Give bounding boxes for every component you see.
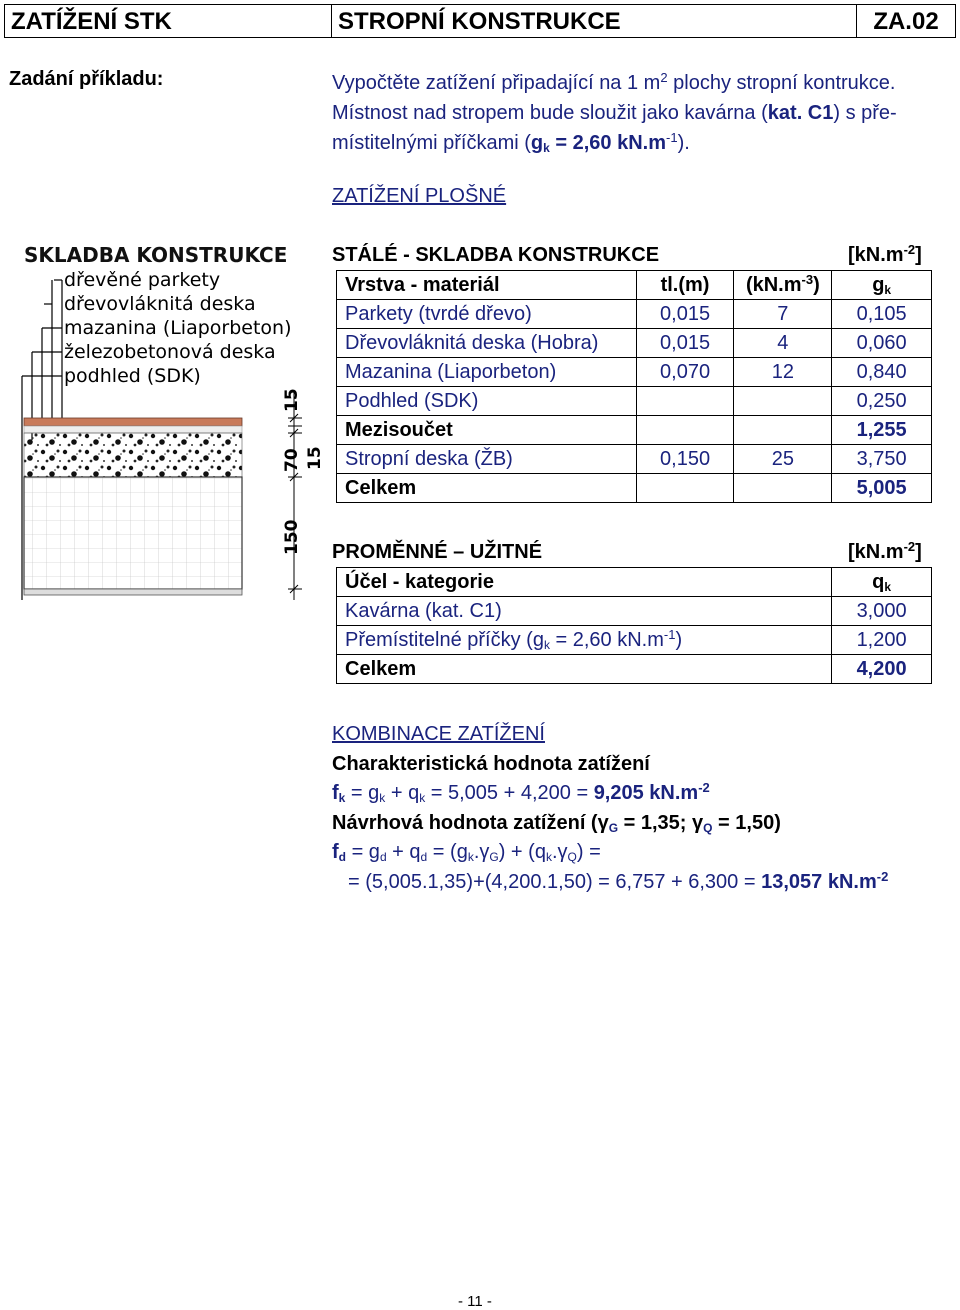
table-row [337,387,932,416]
col-layer: Vrstva - materiál [337,271,637,300]
layer-slab [24,477,242,589]
header-code: ZA.02 [856,4,956,38]
table-row [337,300,932,329]
design-title: Návrhová hodnota zatížení ($\gamma_G = 1,35$; $\gamma_Q = 1,50$) [332,811,781,835]
row-thickness: 0,015 [636,329,734,358]
row-unit-weight: 4 [734,329,832,358]
col-gk: $g_k$ [832,271,932,300]
row-gk: 0,105 [832,300,932,329]
live-load-unit: $[kN.m^{-2}]$ [848,539,922,563]
table-row [337,626,932,655]
layer-label-5: podhled (SDK) [64,365,201,387]
row-gk: 0,840 [832,358,932,387]
page-number: - 11 - [458,1293,492,1310]
layer-parkety [24,418,242,426]
row-thickness [636,387,734,416]
row-name: Podhled (SDK) [337,387,637,416]
table-row [337,445,932,474]
dim-15-side: 15 [305,446,325,470]
header-title-left: ZATÍŽENÍ STK [4,4,332,38]
dim-70: 70 [282,448,302,472]
layer-label-2: dřevovláknitá deska [64,293,256,315]
slab-unit-weight: 25 [734,445,832,474]
fd-formula-1: $f_d = g_d + q_d = (g_k.\gamma_G) + (q_k.\gamma_Q)$ = [332,841,601,864]
layer-mazanina [24,433,242,477]
total-row [337,655,932,684]
row-gk: 0,250 [832,387,932,416]
total-label: Celkem [337,655,832,684]
layer-podhled [24,589,242,595]
slab-name: Stropní deska (ŽB) [337,445,637,474]
layer-label-3: mazanina (Liaporbeton) [64,317,292,339]
assignment-line-2: Místnost nad stropem bude sloužit jako kavárna (kat. C1) s pře- [332,102,897,124]
col-thickness: tl.(m) [636,271,734,300]
row-name: Dřevovláknitá deska (Hobra) [337,329,637,358]
col-unit-weight: $(kN.m^{-3})$ [734,271,832,300]
row-name: Mazanina (Liaporbeton) [337,358,637,387]
subtotal-value: 1,255 [832,416,932,445]
row-name: Kavárna (kat. C1) [337,597,832,626]
assignment-line-1: Vypočtěte zatížení připadající na 1 $m^2$ plochy stropní kontrukce. [332,70,896,94]
total-label: Celkem [337,474,637,503]
dead-load-title: STÁLÉ - SKLADBA KONSTRUKCE [332,244,660,266]
assignment-line-3: místitelnými příčkami ($g_k = 2,60$ $kN.m^{-1}$). [332,130,690,155]
combination-title: KOMBINACE ZATÍŽENÍ [332,723,545,745]
dead-load-table [336,270,932,503]
dim-150: 150 [282,519,302,555]
total-value: 4,200 [832,655,932,684]
subtotal-row [337,416,932,445]
header-title-middle: STROPNÍ KONSTRUKCE [331,4,857,38]
fd-formula-2: = (5,005.1,35)+(4,200.1,50) = 6,757 + 6,300 = 13,057 $kN.m^{-2}$ [348,868,889,893]
combination-block [332,720,888,897]
table-row [337,358,932,387]
row-name: Přemístitelné příčky ($g_k = 2,60$ $kN.m^{-1}$) [337,626,832,655]
row-thickness: 0,070 [636,358,734,387]
row-qk: 1,200 [832,626,932,655]
col-qk: $q_k$ [832,568,932,597]
characteristic-title: Charakteristická hodnota zatížení [332,752,650,775]
dead-load-header-row [337,271,932,300]
fk-formula: $f_k = g_k + q_k = 5,005 + 4,200 = 9,205$ $kN.m^{-2}$ [332,780,710,805]
assignment-text [332,68,897,158]
row-unit-weight [734,387,832,416]
slab-gk: 3,750 [832,445,932,474]
table-row [337,597,932,626]
dim-15-top: 15 [282,388,302,412]
total-value: 5,005 [832,474,932,503]
section-title: ZATÍŽENÍ PLOŠNÉ [332,185,507,207]
row-gk: 0,060 [832,329,932,358]
dimension-lines [288,390,302,600]
row-unit-weight: 7 [734,300,832,329]
subtotal-label: Mezisoučet [337,416,637,445]
row-name: Parkety (tvrdé dřevo) [337,300,637,329]
layer-label-1: dřevěné parkety [64,269,221,291]
row-unit-weight: 12 [734,358,832,387]
slab-thickness: 0,150 [636,445,734,474]
layer-hobra [24,426,242,433]
assignment-label: Zadání příkladu: [9,68,164,90]
row-thickness: 0,015 [636,300,734,329]
layer-label-4: železobetonová deska [64,341,276,363]
row-qk: 3,000 [832,597,932,626]
drawing-title: SKLADBA KONSTRUKCE [24,243,288,267]
live-load-table [336,567,932,684]
dead-load-unit: $[kN.m^{-2}]$ [848,242,922,266]
col-purpose: Účel - kategorie [337,568,832,597]
total-row [337,474,932,503]
live-load-title: PROMĚNNÉ – UŽITNÉ [332,541,543,563]
live-load-header-row [337,568,932,597]
table-row [337,329,932,358]
layer-drawing [18,240,328,620]
